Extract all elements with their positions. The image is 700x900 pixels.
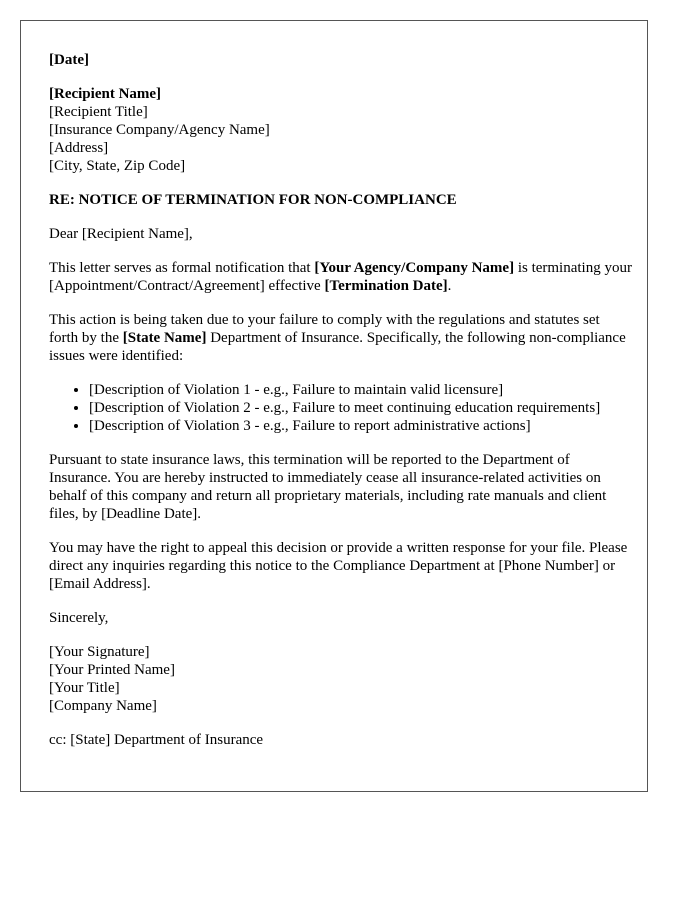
letter-date <box>49 51 632 69</box>
salutation: Dear [Recipient Name], <box>49 226 193 242</box>
recipient-name <box>49 85 632 103</box>
sender-title: [Your Title] <box>49 680 120 696</box>
recipient-name-text: [Recipient Name] <box>49 86 162 102</box>
subject-text: RE: NOTICE OF TERMINATION FOR NON-COMPLIANCE <box>49 192 457 208</box>
para2-text-2: Department of Insurance. Specifically, the following non-compliance issues were identified: <box>49 330 626 364</box>
closing: Sincerely, <box>49 610 109 626</box>
termination-date-placeholder: [Termination Date] <box>324 278 448 294</box>
subject-line <box>49 191 632 209</box>
letter-page <box>20 20 648 792</box>
para1-text-2: is terminating your [Appointment/Contract/Agreement] effective <box>49 260 632 294</box>
sender-company: [Company Name] <box>49 698 157 714</box>
recipient-address: [Address] <box>49 140 109 156</box>
violations-list <box>49 381 632 435</box>
para1-text-1: This letter serves as formal notification that <box>49 260 315 276</box>
signature-placeholder: [Your Signature] <box>49 644 150 660</box>
date-text: [Date] <box>49 52 89 68</box>
list-item: • [Description of Violation 2 - e.g., Failure to meet continuing education requirements] <box>89 399 632 417</box>
list-item: • [Description of Violation 3 - e.g., Failure to report administrative actions] <box>89 417 632 435</box>
signature-block <box>49 643 632 715</box>
paragraph-appeal: You may have the right to appeal this decision or provide a written response for your file. Please direct any inquiries regarding this notice to the Compliance Department at [Phone Number] or [Email Address]. <box>49 540 628 592</box>
list-item: • [Description of Violation 1 - e.g., Failure to maintain valid licensure] <box>89 381 632 399</box>
recipient-address-block <box>49 85 632 175</box>
recipient-city-state-zip: [City, State, Zip Code] <box>49 158 186 174</box>
paragraph-termination-notice <box>49 259 632 295</box>
recipient-company: [Insurance Company/Agency Name] <box>49 122 270 138</box>
state-name-placeholder: [State Name] <box>122 330 207 346</box>
recipient-title: [Recipient Title] <box>49 104 148 120</box>
paragraph-reason <box>49 311 632 365</box>
cc-line: cc: [State] Department of Insurance <box>49 732 264 748</box>
para1-text-3: . <box>447 278 452 294</box>
paragraph-instructions: Pursuant to state insurance laws, this termination will be reported to the Department of Insurance. You are hereby instructed to immediately cease all insurance-related activities on behalf of this company and return all proprietary materials, including rate manuals and client files, by [Deadline Date]. <box>49 452 607 522</box>
agency-name-placeholder: [Your Agency/Company Name] <box>314 260 515 276</box>
printed-name: [Your Printed Name] <box>49 662 175 678</box>
letter-content <box>49 51 632 749</box>
para2-text-1: This action is being taken due to your failure to comply with the regulations and statutes set forth by the <box>49 312 600 346</box>
